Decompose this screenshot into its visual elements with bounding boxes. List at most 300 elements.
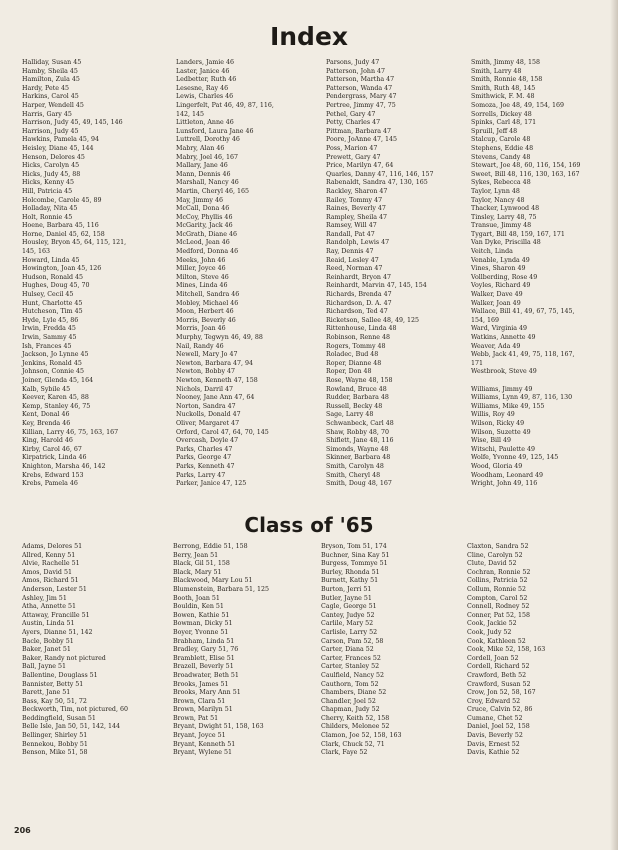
index-entry: Bryant, Dwight 51, 158, 163 bbox=[173, 723, 264, 731]
index-entry: Childers, Melonee 52 bbox=[321, 723, 390, 731]
index-entry: Brooks, James 51 bbox=[173, 680, 229, 688]
index-entry bbox=[471, 377, 580, 386]
index-entry: Krebs, Pamela 46 bbox=[22, 480, 78, 488]
index-entry: Bannister, Betty 51 bbox=[22, 680, 84, 688]
index-entry: Railey, Tommy 47 bbox=[326, 196, 383, 204]
index-entry: Cruce, Calvin 52, 86 bbox=[467, 706, 533, 714]
index-entry: Tinsley, Larry 48, 75 bbox=[471, 213, 537, 221]
index-entry: Littleton, Anne 46 bbox=[176, 119, 234, 127]
index-entry: King, Harold 46 bbox=[22, 437, 73, 445]
index-entry: Berry, Jean 51 bbox=[173, 551, 219, 559]
index-entry: Cook, Judy 52 bbox=[467, 628, 512, 636]
index-entry: Collum, Ronnie 52 bbox=[467, 585, 527, 593]
index-entry: Spruill, Jeff 48 bbox=[471, 127, 518, 135]
index-entry: Carter, Stanley 52 bbox=[321, 663, 380, 671]
index-entry: McGarity, Jack 46 bbox=[176, 222, 233, 230]
index-entry: Killian, Larry 46, 75, 163, 167 bbox=[22, 428, 119, 436]
index-entry: Clamon, Joe 52, 158, 163 bbox=[321, 732, 402, 740]
index-entry: Burley, Rhonda 51 bbox=[321, 568, 380, 576]
index-entry: Reaid, Lesley 47 bbox=[326, 256, 379, 264]
index-entry: Harris, Gary 45 bbox=[22, 110, 72, 118]
index-entry: Rose, Wayne 48, 158 bbox=[326, 376, 393, 384]
index-entry: Richardson, D. A. 47 bbox=[326, 299, 392, 307]
index-entry: Jenkins, Ronald 45 bbox=[22, 359, 82, 367]
index-entry: Shaw, Robby 48, 70 bbox=[326, 428, 389, 436]
index-entry: Mabry, Joel 46, 167 bbox=[176, 153, 239, 161]
index-entry: Hamby, Sheila 45 bbox=[22, 67, 78, 75]
index-entry: Rowland, Bruce 48 bbox=[326, 385, 387, 393]
index-entry: Burton, Jerri 51 bbox=[321, 585, 372, 593]
index-entry: Ballentine, Douglass 51 bbox=[22, 671, 98, 679]
index-entry: Nooney, Jane Ann 47, 64 bbox=[176, 394, 255, 402]
index-entry: Halliday, Susan 45 bbox=[22, 59, 82, 66]
index-entry: Vollberding, Rose 49 bbox=[471, 273, 538, 281]
index-entry: Belle Isle, Jan 50, 51, 142, 144 bbox=[22, 723, 120, 731]
index-entry: Bryant, Joyce 51 bbox=[173, 732, 226, 740]
index-entry: Benson, Mike 51, 58 bbox=[22, 749, 88, 757]
index-entry: Stewart, Joe 48, 60, 116, 154, 169 bbox=[471, 162, 581, 170]
index-entry: Parks, George 47 bbox=[176, 454, 232, 462]
index-entry: Clute, David 52 bbox=[467, 560, 517, 568]
index-entry: Moon, Herbert 46 bbox=[176, 308, 234, 316]
index-entry: Ricketson, Sallee 48, 49, 125 bbox=[326, 316, 420, 324]
index-entry: Mallary, Jane 46 bbox=[176, 162, 228, 170]
index-entry: Newell, Mary Jo 47 bbox=[176, 351, 238, 359]
index-entry: Murphy, Tegwyn 46, 49, 88 bbox=[176, 334, 263, 341]
index-entry: Bryant, Wylene 51 bbox=[173, 749, 232, 757]
index-entry: Bramblett, Elise 51 bbox=[173, 654, 235, 662]
index-entry: Clark, Chuck 52, 71 bbox=[321, 740, 385, 748]
index-entry: Cline, Carolyn 52 bbox=[467, 551, 523, 559]
index-entry: May, Jimmy 46 bbox=[176, 196, 223, 204]
index-entry: Shiflett, Jane 48, 116 bbox=[326, 437, 394, 445]
index-entry: Taylor, Nancy 48 bbox=[471, 196, 525, 204]
index-entry: Norton, Sandra 47 bbox=[176, 402, 236, 410]
index-entry: Crow, Jon 52, 58, 167 bbox=[467, 689, 536, 697]
index-entry: Heisley, Diane 45, 144 bbox=[22, 144, 94, 152]
index-entry: Lunsford, Laura Jane 46 bbox=[176, 127, 254, 135]
index-entry: Marshall, Nancy 46 bbox=[176, 179, 239, 187]
index-entry: Venable, Lynda 49 bbox=[471, 256, 530, 264]
index-entry: Smith, Cheryl 48 bbox=[326, 471, 381, 479]
index-entry: McLeod, Jean 46 bbox=[176, 239, 230, 247]
index-entry: Key, Brenda 46 bbox=[22, 419, 71, 427]
index-entry: Medford, Donna 46 bbox=[176, 248, 239, 256]
index-entry: Hyde, Lyle 45, 86 bbox=[22, 316, 79, 324]
index-entry: Ramsey, Will 47 bbox=[326, 222, 377, 230]
index-entry: Joiner, Glenda 45, 164 bbox=[22, 376, 94, 384]
index-entry: Wood, Gloria 49 bbox=[471, 462, 523, 470]
index-entry: Richardson, Ted 47 bbox=[326, 308, 388, 316]
index-entry: Parks, Larry 47 bbox=[176, 471, 226, 479]
index-entry: Laster, Janice 46 bbox=[176, 67, 230, 75]
index-entry: Brown, Pat 51 bbox=[173, 714, 219, 722]
index-entry: Kirpatrick, Linda 46 bbox=[22, 454, 87, 462]
index-entry: Pertree, Jimmy 47, 75 bbox=[326, 101, 396, 109]
index-entry: Mines, Linda 46 bbox=[176, 282, 228, 290]
index-title: Index bbox=[269, 22, 349, 51]
index-entry: Baker, Randy not pictured bbox=[22, 654, 106, 662]
index-entry: Carter, Diana 52 bbox=[321, 646, 374, 654]
index-entry: Brown, Clara 51 bbox=[173, 697, 226, 705]
index-entry: Wilson, Suzette 49 bbox=[471, 428, 531, 436]
index-entry: 142, 145 bbox=[176, 110, 205, 118]
index-entry: Johnson, Connie 45 bbox=[22, 368, 84, 376]
index-entry: 171 bbox=[471, 359, 484, 367]
index-entry: Smith, Larry 48 bbox=[471, 67, 522, 75]
index-entry: Stevens, Candy 48 bbox=[471, 153, 531, 161]
index-entry: Caulfield, Nancy 52 bbox=[321, 671, 385, 679]
index-entry: Rabenaldt, Sandra 47, 130, 165 bbox=[326, 179, 428, 187]
index-entry: Baker, Janet 51 bbox=[22, 646, 71, 654]
index-entry: Mabry, Alan 46 bbox=[176, 144, 225, 152]
page-edge-shadow bbox=[610, 0, 618, 850]
index-entry: Parks, Kenneth 47 bbox=[176, 462, 235, 470]
index-entry: Irwin, Fredda 45 bbox=[22, 325, 76, 333]
index-entry: Walker, Dave 49 bbox=[471, 291, 523, 299]
index-entry: Bryant, Kenneth 51 bbox=[173, 740, 236, 748]
index-entry: McGrath, Diane 46 bbox=[176, 230, 237, 238]
index-entry: Wilson, Ricky 49 bbox=[471, 419, 525, 427]
index-entry: Hoene, Barbara 45, 116 bbox=[22, 222, 99, 230]
index-entry: Reinhardt, Bryon 47 bbox=[326, 273, 391, 281]
index-entry: Sykes, Rebecca 48 bbox=[471, 179, 531, 187]
index-entry: Compton, Carol 52 bbox=[467, 594, 528, 602]
index-entry: Holt, Ronnie 45 bbox=[22, 213, 73, 221]
index-entry: Cochran, Ronnie 52 bbox=[467, 568, 531, 576]
index-entry: Wise, Bill 49 bbox=[471, 437, 512, 445]
index-entry: Hardy, Pete 45 bbox=[22, 84, 69, 92]
index-entry: Sweet, Bill 48, 116, 130, 163, 167 bbox=[471, 170, 580, 178]
index-entry: Ledbetter, Ruth 46 bbox=[176, 76, 237, 84]
index-entry: Miller, Joyce 46 bbox=[176, 265, 226, 273]
index-entry: Harper, Wendell 45 bbox=[22, 101, 84, 109]
index-entry: Weaver, Ada 49 bbox=[471, 342, 521, 350]
index-entry: Spinks, Carl 48, 171 bbox=[471, 119, 537, 127]
index-entry: Carter, Frances 52 bbox=[321, 654, 381, 662]
index-column-2 bbox=[176, 59, 274, 489]
index-entry: Smith, Jimmy 48, 158 bbox=[471, 59, 540, 66]
index-entry: Claxton, Sandra 52 bbox=[467, 543, 529, 550]
index-entry: Sage, Larry 48 bbox=[326, 411, 374, 419]
index-entry: Pendergrass, Mary 47 bbox=[326, 93, 397, 101]
index-entry: Patterson, Wanda 47 bbox=[326, 84, 393, 92]
index-entry: Housley, Bryon 45, 64, 115, 121, bbox=[22, 239, 127, 247]
index-entry: Alvie, Rachelle 51 bbox=[22, 560, 80, 568]
index-entry: Cauthorn, Tom 52 bbox=[321, 680, 379, 688]
index-entry: Mobley, Michael 46 bbox=[176, 299, 239, 307]
index-entry: Sorrells, Dickey 48 bbox=[471, 110, 532, 118]
index-entry: Harkins, Carol 45 bbox=[22, 93, 79, 101]
index-entry: Carlisle, Larry 52 bbox=[321, 628, 378, 636]
index-entry: Austin, Linda 51 bbox=[22, 620, 75, 628]
index-entry: Luttrell, Dorothy 46 bbox=[176, 136, 240, 144]
index-entry: Smith, Doug 48, 167 bbox=[326, 480, 392, 488]
index-entry: Hill, Patricia 45 bbox=[22, 187, 73, 195]
index-entry: Cordell, Joan 52 bbox=[467, 654, 519, 662]
index-entry: Veitch, Linda bbox=[471, 248, 513, 256]
index-entry: Roladec, Bud 48 bbox=[326, 351, 379, 359]
index-entry: Howard, Linda 45 bbox=[22, 256, 80, 264]
index-entry: Anderson, Lester 51 bbox=[22, 585, 87, 593]
index-entry: Reinhardt, Marvin 47, 145, 154 bbox=[326, 282, 427, 290]
index-entry: Bennekou, Bobby 51 bbox=[22, 740, 88, 748]
class-column-1 bbox=[22, 543, 128, 758]
index-entry: Holladay, Nita 45 bbox=[22, 205, 78, 213]
index-entry: Attaway, Francille 51 bbox=[22, 611, 90, 619]
index-entry: Newton, Barbara 47, 94 bbox=[176, 359, 253, 367]
class-of-65-title: Class of '65 bbox=[244, 513, 374, 537]
index-entry: Bradley, Gary 51, 76 bbox=[173, 646, 239, 654]
index-entry: Bowen, Kathie 51 bbox=[173, 611, 230, 619]
index-entry: Landers, Jamie 46 bbox=[176, 59, 234, 66]
index-entry: Morris, Joan 46 bbox=[176, 325, 226, 333]
index-entry: Adams, Delores 51 bbox=[22, 543, 83, 550]
index-entry: Howington, Joan 45, 126 bbox=[22, 265, 102, 273]
index-entry: Pittman, Barbara 47 bbox=[326, 127, 392, 135]
index-entry: Davis, Kathie 52 bbox=[467, 749, 520, 757]
index-entry: Roper, Don 48 bbox=[326, 368, 372, 376]
index-entry: Hulsey, Cecil 45 bbox=[22, 291, 74, 299]
index-entry: Collins, Patricia 52 bbox=[467, 577, 528, 585]
index-entry: Chambers, Diane 52 bbox=[321, 689, 387, 697]
index-entry: Rittenhouse, Linda 48 bbox=[326, 325, 397, 333]
index-entry: Ray, Dennis 47 bbox=[326, 248, 374, 256]
index-entry: Ish, Frances 45 bbox=[22, 342, 72, 350]
index-entry: Martin, Cheryl 46, 165 bbox=[176, 187, 250, 195]
index-entry: Blumenstein, Barbara 51, 125 bbox=[173, 585, 269, 593]
index-entry: Rackley, Sharon 47 bbox=[326, 187, 388, 195]
index-entry: Brooks, Mary Ann 51 bbox=[173, 689, 241, 697]
index-entry: Poore, JoAnne 47, 145 bbox=[326, 136, 398, 144]
index-entry: Roper, Dianne 48 bbox=[326, 359, 382, 367]
index-entry: Williams, Jimmy 49 bbox=[471, 385, 533, 393]
index-entry: Van Dyke, Priscilla 48 bbox=[471, 239, 541, 247]
index-entry: Rampley, Sheila 47 bbox=[326, 213, 387, 221]
index-entry: Croy, Edward 52 bbox=[467, 697, 521, 705]
index-entry: Butler, Jayne 51 bbox=[321, 594, 372, 602]
index-entry: Randolph, Lewis 47 bbox=[326, 239, 390, 247]
index-entry: Pethel, Gary 47 bbox=[326, 110, 376, 118]
index-entry: Hughes, Doug 45, 70 bbox=[22, 282, 90, 290]
index-entry: Allred, Kenny 51 bbox=[22, 551, 76, 559]
index-entry: Nail, Randy 46 bbox=[176, 342, 224, 350]
index-entry: Beddingfield, Susan 51 bbox=[22, 714, 96, 722]
index-entry: Crawford, Beth 52 bbox=[467, 671, 527, 679]
index-entry: Cagle, George 51 bbox=[321, 603, 377, 611]
index-entry: Milton, Steve 46 bbox=[176, 273, 229, 281]
index-entry: Cook, Jackie 52 bbox=[467, 620, 517, 628]
index-entry: Kent, Donal 46 bbox=[22, 411, 70, 419]
index-entry: Hawkins, Pamela 45, 94 bbox=[22, 136, 99, 144]
index-entry: Ward, Virginia 49 bbox=[471, 325, 528, 333]
index-entry: McCoy, Phyllis 46 bbox=[176, 213, 233, 221]
index-entry: Conner, Pat 52, 158 bbox=[467, 611, 531, 619]
index-entry: Smith, Ronnie 48, 158 bbox=[471, 76, 543, 84]
index-entry: Parker, Janice 47, 125 bbox=[176, 480, 247, 488]
index-entry: Chandler, Joel 52 bbox=[321, 697, 376, 705]
index-entry: Nuckolls, Donald 47 bbox=[176, 411, 241, 419]
index-entry: McCall, Dona 46 bbox=[176, 205, 230, 213]
index-entry: Voyles, Richard 49 bbox=[471, 282, 531, 290]
index-entry: Bacle, Bobby 51 bbox=[22, 637, 74, 645]
index-entry: 145, 163 bbox=[22, 248, 51, 256]
index-entry: Ashley, Jim 51 bbox=[22, 594, 67, 602]
index-entry: Walker, Joan 49 bbox=[471, 299, 521, 307]
index-entry: Oliver, Margaret 47 bbox=[176, 419, 240, 427]
index-entry: Price, Marilyn 47, 64 bbox=[326, 162, 394, 170]
index-entry: Wright, John 49, 116 bbox=[471, 480, 538, 488]
index-entry: Davis, Ernest 52 bbox=[467, 740, 520, 748]
index-entry: Kemp, Stanley 46, 75 bbox=[22, 402, 91, 410]
index-entry: Black, Gil 51, 158 bbox=[173, 560, 230, 568]
index-entry: Cantey, Judye 52 bbox=[321, 611, 375, 619]
index-entry: Orford, Carol 47, 64, 70, 145 bbox=[176, 428, 269, 436]
index-entry: Mitchell, Sandra 46 bbox=[176, 291, 240, 299]
index-entry: Amos, David 51 bbox=[22, 568, 72, 576]
index-entry: Poss, Marion 47 bbox=[326, 144, 378, 152]
index-entry: Burgess, Tommye 51 bbox=[321, 560, 388, 568]
index-entry: Reed, Norman 47 bbox=[326, 265, 383, 273]
index-entry: Buchner, Sina Kay 51 bbox=[321, 551, 390, 559]
index-entry: Prewett, Gary 47 bbox=[326, 153, 381, 161]
index-entry: Knighton, Marsha 46, 142 bbox=[22, 462, 106, 470]
class-column-4 bbox=[467, 543, 545, 758]
index-entry: Cherry, Keith 52, 158 bbox=[321, 714, 390, 722]
index-entry: Witschi, Paulette 49 bbox=[471, 445, 536, 453]
index-entry: Woodham, Leonard 49 bbox=[471, 471, 544, 479]
index-entry: Quarles, Danny 47, 116, 146, 157 bbox=[326, 170, 434, 178]
index-entry: Black, Mary 51 bbox=[173, 568, 222, 576]
index-entry: Overcash, Doyle 47 bbox=[176, 437, 239, 445]
index-entry: Chapman, Judy 52 bbox=[321, 706, 380, 714]
index-entry: Crawford, Susan 52 bbox=[467, 680, 531, 688]
index-entry: Nichols, Darril 47 bbox=[176, 385, 234, 393]
index-entry: Hicks, Judy 45, 88 bbox=[22, 170, 81, 178]
index-entry: Patterson, John 47 bbox=[326, 67, 386, 75]
index-entry: Smith, Carolyn 48 bbox=[326, 462, 384, 470]
index-entry: Randall, Pat 47 bbox=[326, 230, 375, 238]
index-entry: Ayers, Dianne 51, 142 bbox=[22, 628, 93, 636]
index-entry: Tygart, Bill 48, 159, 167, 171 bbox=[471, 230, 565, 238]
index-entry: Boyer, Yvonne 51 bbox=[173, 628, 229, 636]
index-entry: Blackwood, Mary Lou 51 bbox=[173, 577, 253, 585]
index-entry: Atha, Annette 51 bbox=[22, 603, 76, 611]
index-entry: Stalcup, Carole 48 bbox=[471, 136, 531, 144]
index-entry: Taylor, Lynn 48 bbox=[471, 187, 520, 195]
index-entry: Rogers, Tommy 48 bbox=[326, 342, 386, 350]
index-entry: Cumane, Chet 52 bbox=[467, 714, 523, 722]
index-entry: Lewis, Charles 46 bbox=[176, 93, 234, 101]
index-entry: Wallace, Bill 41, 49, 67, 75, 145, bbox=[471, 308, 575, 316]
index-entry: Keever, Karen 45, 88 bbox=[22, 394, 89, 402]
index-entry: Clark, Faye 52 bbox=[321, 749, 368, 757]
index-entry: Daniel, Joel 52, 158 bbox=[467, 723, 530, 731]
index-entry: Cordell, Richard 52 bbox=[467, 663, 530, 671]
index-entry: Henson, Delores 45 bbox=[22, 153, 85, 161]
index-entry: Willis, Roy 49 bbox=[471, 411, 515, 419]
index-entry: Jackson, Jo Lynne 45 bbox=[22, 351, 89, 359]
index-entry: Harrison, Judy 45 bbox=[22, 127, 79, 135]
index-entry: Amos, Richard 51 bbox=[22, 577, 79, 585]
index-entry: Petty, Charles 47 bbox=[326, 119, 381, 127]
index-column-3 bbox=[326, 59, 434, 489]
index-entry: Watkins, Annette 49 bbox=[471, 334, 536, 341]
class-column-2 bbox=[173, 543, 269, 758]
index-entry: Broadwater, Beth 51 bbox=[173, 671, 239, 679]
index-entry: Smith, Ruth 48, 145 bbox=[471, 84, 536, 92]
index-entry: Krebs, Edward 153 bbox=[22, 471, 84, 479]
index-entry: Stephens, Eddie 48 bbox=[471, 144, 534, 152]
index-entry: Hicks, Carolyn 45 bbox=[22, 162, 80, 170]
index-entry: Ball, Jayne 51 bbox=[22, 663, 67, 671]
index-entry: Simonds, Wayne 48 bbox=[326, 445, 389, 453]
index-entry: Kirby, Carol 46, 67 bbox=[22, 445, 82, 453]
index-entry: Patterson, Martha 47 bbox=[326, 76, 395, 84]
index-entry: Barett, Jane 51 bbox=[22, 689, 71, 697]
index-entry: Mann, Dennis 46 bbox=[176, 170, 231, 178]
index-entry: Brabham, Linda 51 bbox=[173, 637, 235, 645]
index-entry: Rudder, Barbara 48 bbox=[326, 394, 389, 402]
index-entry: Wolfe, Yvonne 49, 125, 145 bbox=[471, 454, 559, 462]
index-entry: Carson, Pam 52, 58 bbox=[321, 637, 384, 645]
index-entry: Hudson, Ronald 45 bbox=[22, 273, 84, 281]
index-entry: Kalb, Sybile 45 bbox=[22, 385, 71, 393]
index-entry: Cook, Mike 52, 158, 163 bbox=[467, 646, 546, 654]
index-entry: Morris, Beverly 46 bbox=[176, 316, 236, 324]
index-entry: Hamilton, Zula 45 bbox=[22, 76, 80, 84]
index-entry: Somoza, Joe 48, 49, 154, 169 bbox=[471, 101, 565, 109]
index-entry: Raines, Beverly 47 bbox=[326, 205, 386, 213]
index-entry: Connell, Rodney 52 bbox=[467, 603, 530, 611]
index-entry: Hicks, Kenny 45 bbox=[22, 179, 75, 187]
index-entry: Westbrook, Steve 49 bbox=[471, 368, 537, 376]
index-entry: Burnett, Kathy 51 bbox=[321, 577, 379, 585]
index-entry: Berrong, Eddie 51, 158 bbox=[173, 543, 248, 550]
page-number: 206 bbox=[14, 826, 31, 835]
index-column-1 bbox=[22, 59, 126, 489]
index-entry: Robinson, Renne 48 bbox=[326, 334, 391, 341]
index-entry: Irwin, Sammy 45 bbox=[22, 334, 77, 341]
index-entry: Bass, Kay 50, 51, 72 bbox=[22, 697, 87, 705]
index-entry: Schwanbeck, Carl 48 bbox=[326, 419, 394, 427]
index-entry: Lingerfelt, Pat 46, 49, 87, 116, bbox=[176, 101, 274, 109]
index-entry: Horne, Daniel 45, 62, 158 bbox=[22, 230, 105, 238]
index-entry: Newton, Bobby 47 bbox=[176, 368, 236, 376]
index-entry: Bellinger, Shirley 51 bbox=[22, 732, 88, 740]
index-entry: 154, 169 bbox=[471, 316, 500, 324]
index-entry: Transue, Jimmy 48 bbox=[471, 222, 532, 230]
index-entry: Williams, Lynn 49, 87, 116, 130 bbox=[471, 394, 573, 402]
index-entry: Harrison, Judy 45, 49, 145, 146 bbox=[22, 119, 123, 127]
index-column-4 bbox=[471, 59, 580, 489]
index-entry: Beckworth, Tim, not pictured, 60 bbox=[22, 706, 128, 714]
index-entry: Lesesne, Ray 46 bbox=[176, 84, 229, 92]
index-entry: Webb, Jack 41, 49, 75, 118, 167, bbox=[471, 351, 575, 359]
index-entry: Parsons, Judy 47 bbox=[326, 59, 380, 66]
index-entry: Hutcheson, Tim 45 bbox=[22, 308, 83, 316]
index-entry: Williams, Mike 49, 155 bbox=[471, 402, 545, 410]
index-entry: Davis, Beverly 52 bbox=[467, 732, 523, 740]
index-entry: Hunt, Charlotte 45 bbox=[22, 299, 83, 307]
index-entry: Bryson, Tom 51, 174 bbox=[321, 543, 387, 550]
index-entry: Newton, Kenneth 47, 158 bbox=[176, 376, 258, 384]
index-entry: Brazell, Beverly 51 bbox=[173, 663, 234, 671]
index-entry: Bouldin, Ken 51 bbox=[173, 603, 224, 611]
index-entry: Skinner, Barbara 48 bbox=[326, 454, 391, 462]
index-entry: Carlile, Mary 52 bbox=[321, 620, 374, 628]
index-entry: Booth, Joan 51 bbox=[173, 594, 220, 602]
